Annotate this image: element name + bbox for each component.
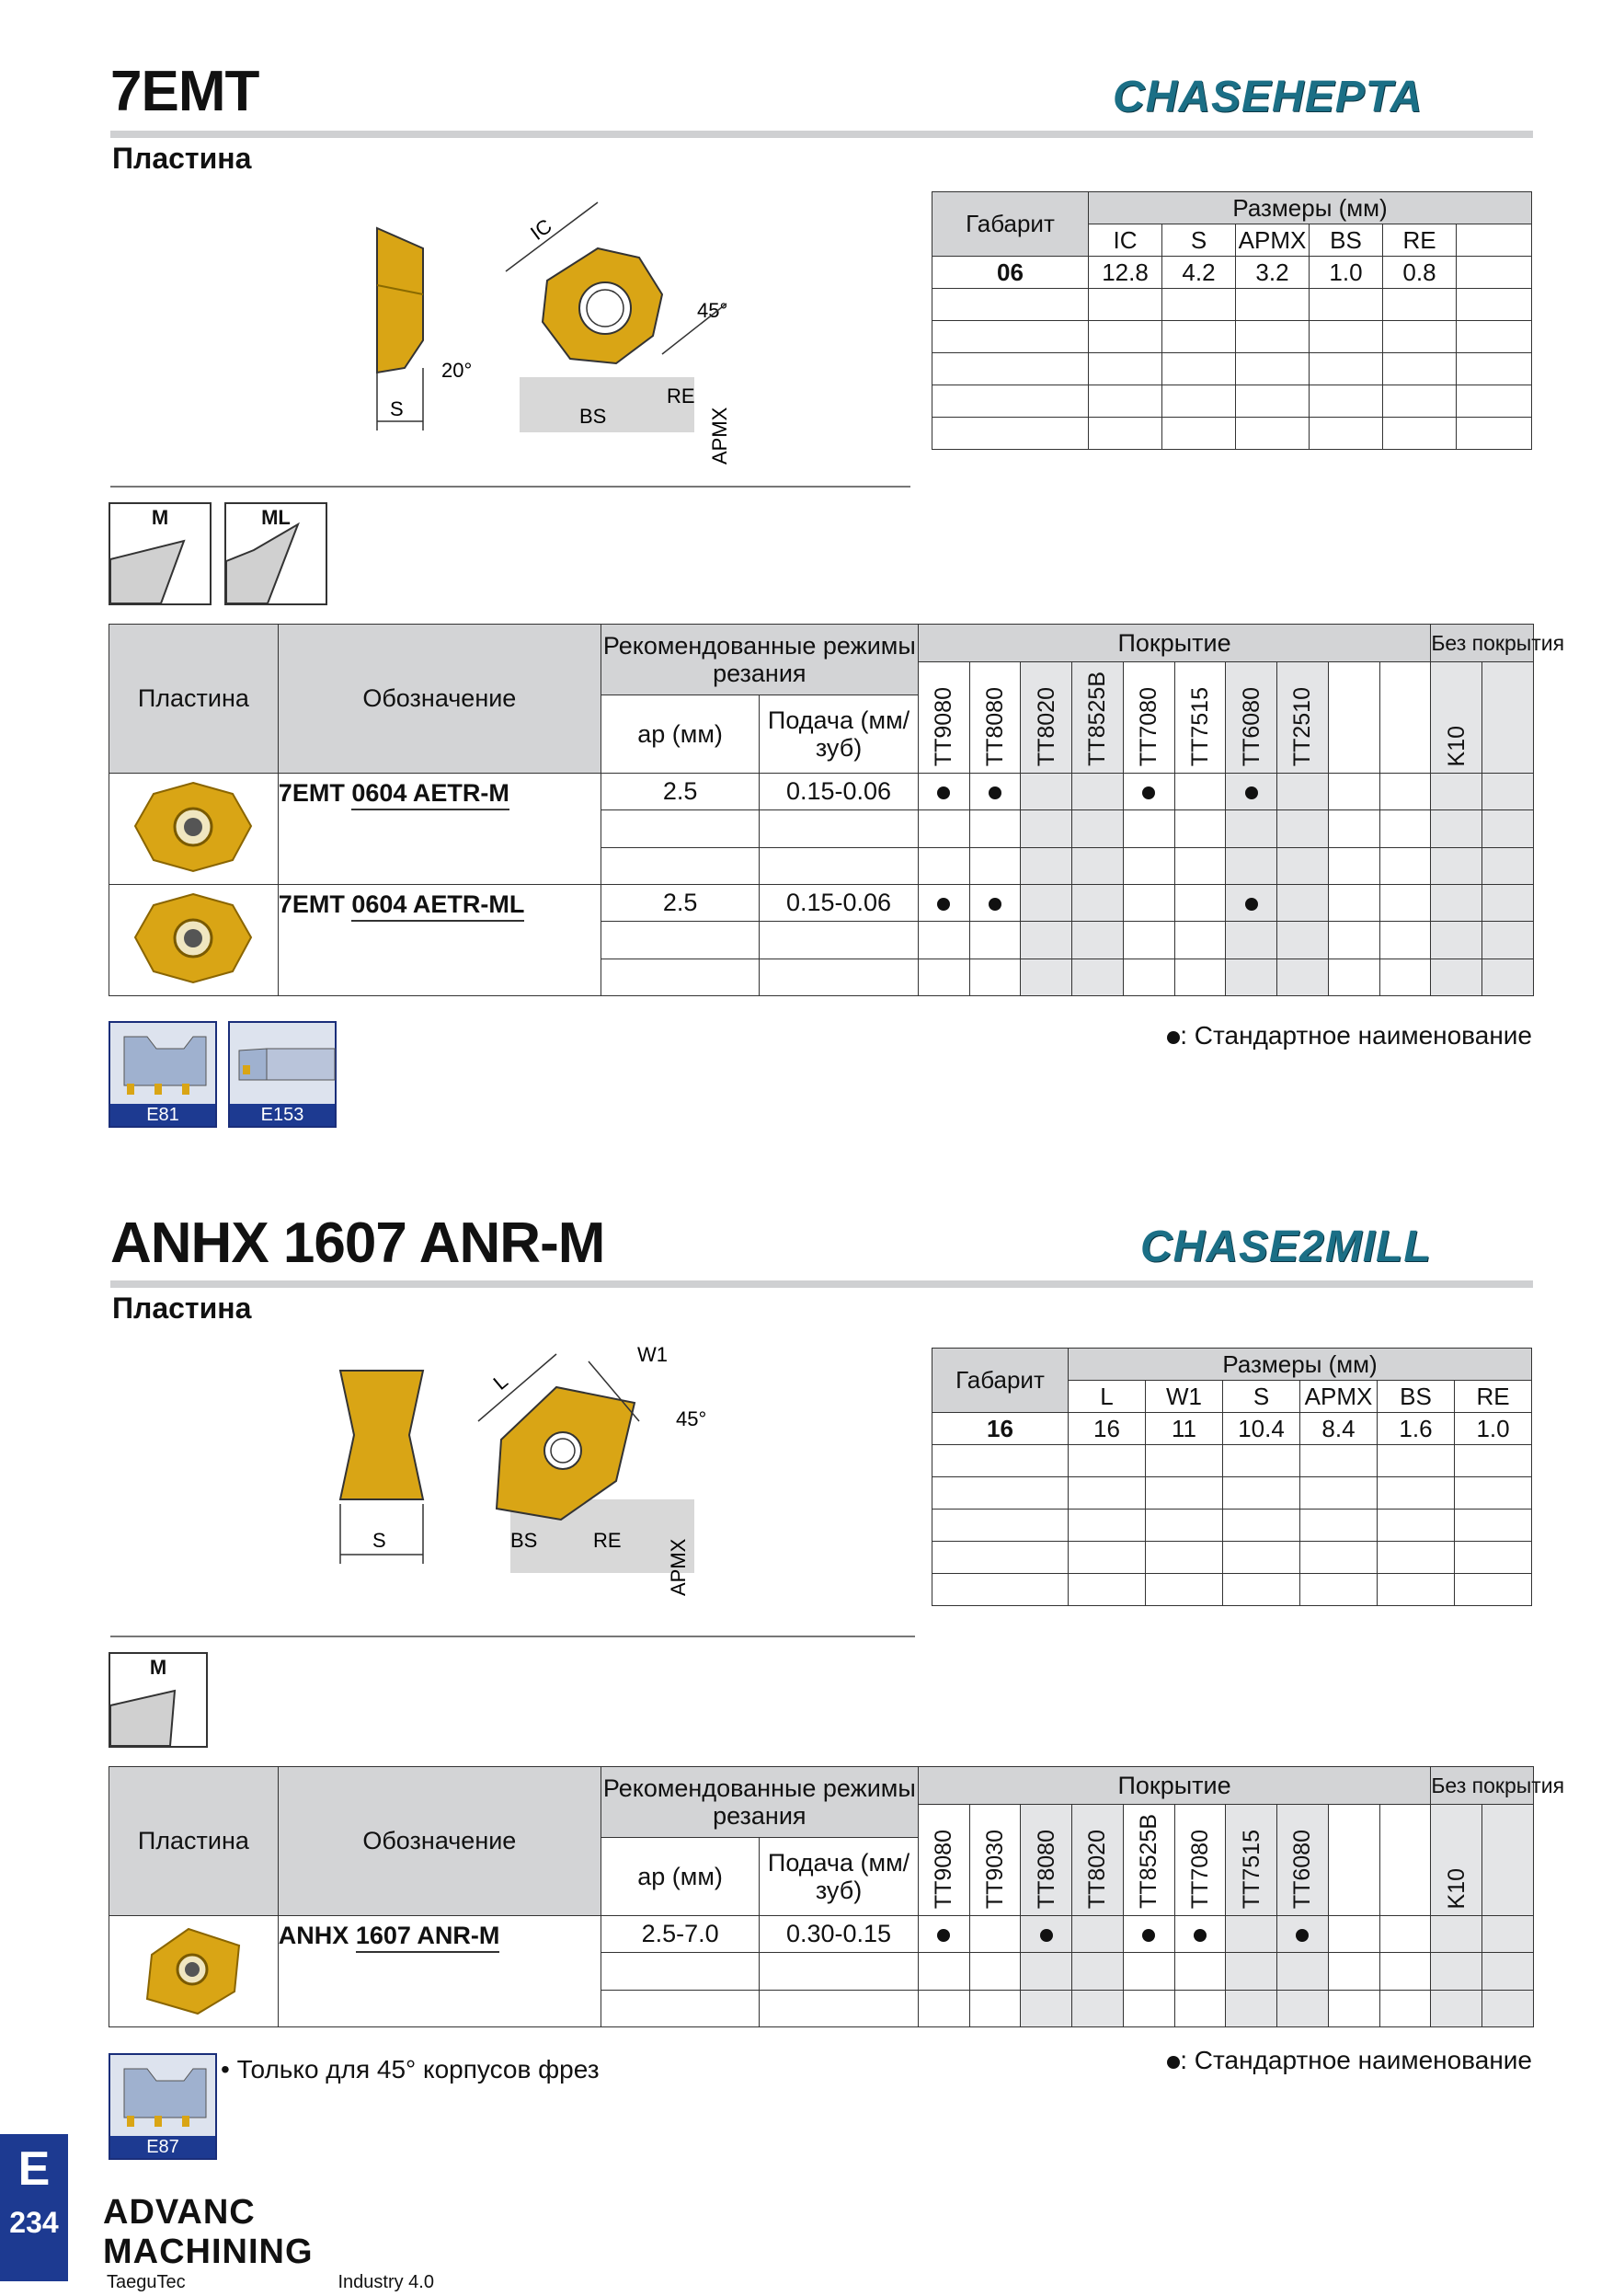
dim-header: APMX (1300, 1381, 1378, 1413)
chipbreaker-m (109, 1652, 208, 1748)
col-ap: ap (мм) (601, 1838, 759, 1916)
availability-dot-icon (1245, 898, 1258, 911)
section2-title: ANHX 1607 ANR-M (110, 1211, 605, 1275)
title-rule (110, 131, 1533, 138)
availability-dot-icon (1040, 1929, 1053, 1942)
grade-header: TT8525B (1123, 1805, 1174, 1916)
dim-header: IC (1089, 224, 1162, 257)
dim-empty (1457, 257, 1532, 289)
col-feed: Подача (мм/зуб) (760, 695, 918, 774)
dim-header: S (1223, 1381, 1300, 1413)
end-mill-icon (230, 1023, 335, 1102)
availability-dot-icon (1142, 1929, 1155, 1942)
feed-value: 0.15-0.06 (760, 774, 918, 810)
col-dimensions: Размеры (мм) (1089, 192, 1532, 224)
brand-text: CHASE2MILL (1140, 1223, 1432, 1271)
dim-header: RE (1383, 224, 1457, 257)
milling-cutter-icon (110, 2055, 215, 2134)
insert-photo-icon (124, 887, 262, 988)
col-designation: Обозначение (278, 1767, 601, 1916)
chipbreaker-profile-icon (226, 504, 326, 603)
availability-dot-icon (1296, 1929, 1309, 1942)
col-dimensions: Размеры (мм) (1069, 1349, 1532, 1381)
re-label: RE (667, 385, 695, 408)
grade-mark (1123, 1916, 1174, 1953)
grade-header-empty (1379, 1805, 1431, 1916)
grade-header-empty (1328, 662, 1379, 774)
grade-mark (1123, 774, 1174, 810)
legend-standard (1167, 1021, 1532, 1050)
dim-value: 0.8 (1383, 257, 1457, 289)
dim-value: 8.4 (1300, 1413, 1378, 1445)
feed-value: 0.15-0.06 (760, 885, 918, 922)
grade-header-empty (1482, 1805, 1534, 1916)
ref-label: E153 (230, 1104, 335, 1126)
availability-dot-icon (1142, 786, 1155, 799)
grade-header: TT9080 (918, 1805, 969, 1916)
brand-text: CHASEHEPTA (1113, 73, 1424, 121)
grade-header: TT9030 (969, 1805, 1021, 1916)
table-row (109, 774, 1534, 810)
apmx-label: APMX (708, 407, 731, 465)
section2-subtitle: Пластина (112, 1292, 252, 1325)
insert-drawing-anhx (322, 1334, 726, 1610)
chipbreaker-ml (224, 502, 327, 605)
footer-logo-left: TaeguTec (107, 2272, 186, 2292)
dim-value: 10.4 (1223, 1413, 1300, 1445)
feed-value: 0.30-0.15 (760, 1916, 918, 1953)
page-ref-e153[interactable] (228, 1021, 337, 1128)
dim-header: W1 (1146, 1381, 1223, 1413)
insert-photo-icon (124, 1918, 262, 2019)
col-ap: ap (мм) (601, 695, 759, 774)
col-modes: Рекомендованные режимы резания (601, 625, 918, 695)
col-insert: Пластина (109, 625, 279, 774)
col-size: Габарит (932, 1349, 1069, 1413)
footer-logo-main: ADVANC MACHINING (103, 2193, 314, 2271)
dim-size: 16 (932, 1413, 1069, 1445)
dim-header: APMX (1236, 224, 1310, 257)
designation-code: 0604 AETR-M (351, 779, 509, 810)
col-size: Габарит (932, 192, 1089, 257)
footer-logo-right: Industry 4.0 (337, 2272, 434, 2292)
brand-logo-chasehepta (1113, 72, 1423, 122)
title-rule (110, 1280, 1533, 1288)
grade-header: K10 (1431, 662, 1482, 774)
grade-mark (1226, 885, 1277, 922)
chipbreaker-m (109, 502, 212, 605)
apmx-label: APMX (667, 1538, 690, 1596)
grade-mark (969, 885, 1021, 922)
bs-label: BS (579, 405, 607, 428)
col-uncoated: Без покрытия (1431, 625, 1534, 662)
dim-value: 11 (1146, 1413, 1223, 1445)
milling-cutter-icon (110, 1023, 215, 1102)
designation-prefix: 7EMT (278, 890, 345, 918)
section-tab (0, 2134, 68, 2281)
availability-dot-icon (989, 898, 1001, 911)
section-letter: E (17, 2142, 51, 2196)
section1-subtitle: Пластина (112, 142, 252, 175)
dim-value: 1.0 (1310, 257, 1383, 289)
page-ref-e81[interactable] (109, 1021, 217, 1128)
section1-title: 7EMT (110, 60, 259, 123)
ic-label: IC (526, 213, 556, 246)
s-label: S (372, 1529, 386, 1552)
grade-mark (1277, 1916, 1329, 1953)
grade-header-empty (1482, 662, 1534, 774)
grade-header: TT7515 (1226, 1805, 1277, 1916)
col-modes: Рекомендованные режимы резания (601, 1767, 918, 1838)
grade-mark (969, 774, 1021, 810)
grade-header: TT6080 (1277, 1805, 1329, 1916)
dim-header: BS (1310, 224, 1383, 257)
chipbreaker-label: M (151, 506, 169, 529)
footer-logo (103, 2193, 434, 2296)
grade-header: TT8080 (1021, 1805, 1072, 1916)
dim-size: 06 (932, 257, 1089, 289)
insert-image-square (109, 1916, 279, 2027)
col-coating: Покрытие (918, 625, 1431, 662)
dim-row (932, 257, 1532, 289)
ap-value: 2.5 (601, 885, 759, 922)
bs-label: BS (510, 1529, 538, 1552)
designation-7emt-m (278, 774, 601, 885)
legend-text: : Стандартное наименование (1180, 2046, 1532, 2074)
availability-dot-icon (989, 786, 1001, 799)
availability-dot-icon (1245, 786, 1258, 799)
dim-value: 12.8 (1089, 257, 1162, 289)
insert-image-hexagon (109, 774, 279, 885)
grade-header: TT8525B (1072, 662, 1124, 774)
dim-value: 16 (1069, 1413, 1146, 1445)
insert-table-7emt (109, 624, 1565, 996)
angle-45-label: 45° (676, 1407, 707, 1430)
angle-45-label: 45° (697, 299, 728, 322)
brand-logo-chase2mill (1140, 1222, 1432, 1272)
availability-dot-icon (937, 898, 950, 911)
grade-header: TT7515 (1174, 662, 1226, 774)
legend-standard (1167, 2046, 1532, 2075)
legend-text: : Стандартное наименование (1180, 1021, 1532, 1050)
legend-dot-icon (1167, 1031, 1180, 1044)
grade-mark (918, 885, 969, 922)
dim-value: 3.2 (1236, 257, 1310, 289)
re-label: RE (593, 1529, 622, 1552)
w1-label: W1 (637, 1343, 668, 1366)
dim-header: L (1069, 1381, 1146, 1413)
note-45-only: • Только для 45° корпусов фрез (221, 2055, 600, 2084)
dim-value: 4.2 (1162, 257, 1236, 289)
col-uncoated: Без покрытия (1431, 1767, 1534, 1805)
designation-prefix: ANHX (278, 1922, 349, 1949)
dim-header: BS (1378, 1381, 1455, 1413)
dim-header: RE (1455, 1381, 1532, 1413)
chipbreaker-profile-icon (110, 1654, 206, 1746)
grade-header: TT7080 (1123, 662, 1174, 774)
availability-dot-icon (937, 786, 950, 799)
s-label: S (390, 397, 404, 420)
availability-dot-icon (1194, 1929, 1207, 1942)
drawing-divider (110, 486, 910, 488)
grade-header-empty (1379, 662, 1431, 774)
col-feed: Подача (мм/зуб) (760, 1838, 918, 1916)
grade-header: TT6080 (1226, 662, 1277, 774)
grade-header: TT8020 (1072, 1805, 1124, 1916)
availability-dot-icon (937, 1929, 950, 1942)
insert-drawing-7emt (349, 184, 754, 478)
designation-prefix: 7EMT (278, 779, 345, 807)
grade-header: TT2510 (1277, 662, 1329, 774)
grade-header: TT8020 (1021, 662, 1072, 774)
insert-table-anhx (109, 1766, 1565, 2027)
dim-value: 1.6 (1378, 1413, 1455, 1445)
dim-header: S (1162, 224, 1236, 257)
dimension-table-anhx (932, 1348, 1532, 1606)
dim-header-empty (1457, 224, 1532, 257)
page-number: 234 (9, 2206, 59, 2239)
grade-mark (1226, 774, 1277, 810)
dim-row (932, 1413, 1532, 1445)
insert-image-hexagon (109, 885, 279, 996)
grade-header: TT8080 (969, 662, 1021, 774)
grade-mark (1174, 1916, 1226, 1953)
ap-value: 2.5 (601, 774, 759, 810)
grade-header-empty (1328, 1805, 1379, 1916)
ap-value: 2.5-7.0 (601, 1916, 759, 1953)
designation-7emt-ml (278, 885, 601, 996)
l-label: L (488, 1369, 512, 1395)
table-row (109, 1916, 1534, 1953)
grade-mark (918, 1916, 969, 1953)
dim-value: 1.0 (1455, 1413, 1532, 1445)
designation-code: 0604 AETR-ML (351, 890, 524, 922)
angle-20-label: 20° (441, 359, 473, 382)
designation-code: 1607 ANR-M (356, 1922, 500, 1953)
col-designation: Обозначение (278, 625, 601, 774)
chipbreaker-label: ML (261, 506, 291, 529)
grade-header: TT9080 (918, 662, 969, 774)
chipbreaker-label: M (149, 1656, 167, 1679)
legend-dot-icon (1167, 2056, 1180, 2069)
grade-mark (918, 774, 969, 810)
grade-header: TT7080 (1174, 1805, 1226, 1916)
ref-label: E81 (110, 1104, 215, 1126)
chipbreaker-profile-icon (110, 504, 210, 603)
col-coating: Покрытие (918, 1767, 1431, 1805)
grade-mark (1021, 1916, 1072, 1953)
insert-photo-icon (124, 775, 262, 877)
dimension-table-7emt (932, 191, 1532, 450)
designation-anhx (278, 1916, 601, 2027)
drawing-divider (110, 1636, 915, 1637)
ref-label: E87 (110, 2136, 215, 2158)
grade-header: K10 (1431, 1805, 1482, 1916)
page-ref-e87[interactable] (109, 2053, 217, 2160)
table-row (109, 885, 1534, 922)
col-insert: Пластина (109, 1767, 279, 1916)
